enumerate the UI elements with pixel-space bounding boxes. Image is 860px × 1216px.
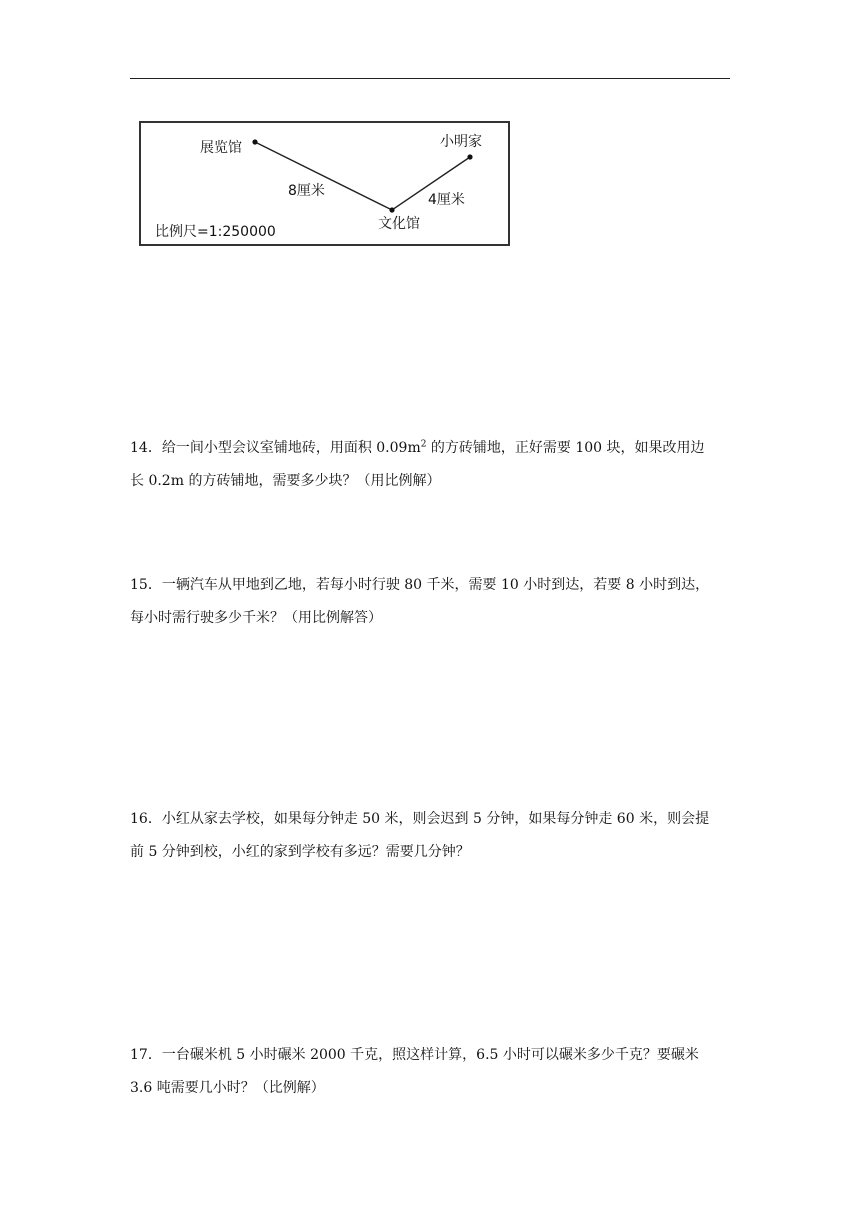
- label-distance-8cm: 8厘米: [288, 183, 325, 199]
- question-17: [130, 1039, 730, 1105]
- question-15: [130, 569, 730, 635]
- question-number: 14．: [130, 440, 162, 456]
- question-17-line1: 17．一台碾米机 5 小时碾米 2000 千克，照这样计算，6.5 小时可以碾米多少千克？要碾米: [130, 1047, 699, 1063]
- scale-map-figure: [139, 121, 510, 246]
- question-14-line2: 长 0.2m 的方砖铺地，需要多少块？（用比例解）: [130, 473, 441, 489]
- question-16-line2: 前 5 分钟到校，小红的家到学校有多远？需要几分钟？: [130, 844, 470, 860]
- label-distance-4cm: 4厘米: [428, 192, 465, 208]
- question-17-line2: 3.6 吨需要几小时？（比例解）: [130, 1080, 325, 1096]
- label-exhibition: 展览馆: [200, 140, 242, 156]
- header-rule: [130, 78, 730, 79]
- home-point: [467, 154, 472, 159]
- label-culture: 文化馆: [378, 216, 420, 232]
- label-home: 小明家: [440, 134, 482, 150]
- question-15-line2: 每小时需行驶多少千米？（用比例解答）: [130, 610, 382, 626]
- label-scale: 比例尺=1:250000: [155, 224, 276, 240]
- question-16: [130, 803, 730, 869]
- exhibition-point: [252, 139, 257, 144]
- question-15-line1: 15．一辆汽车从甲地到乙地，若每小时行驶 80 千米，需要 10 小时到达，若要 8 小时到达，: [130, 577, 710, 593]
- question-number: 15．: [130, 577, 162, 593]
- question-number: 16．: [130, 811, 162, 827]
- question-16-line1: 16．小红从家去学校，如果每分钟走 50 米，则会迟到 5 分钟，如果每分钟走 60 米，则会提: [130, 811, 710, 827]
- question-14: [130, 432, 730, 498]
- culture-point: [389, 207, 394, 212]
- question-14-line1: 14．给一间小型会议室铺地砖，用面积 $0.09m^2$ 的方砖铺地，正好需要 100 块，如果改用边: [130, 439, 705, 456]
- question-number: 17．: [130, 1047, 162, 1063]
